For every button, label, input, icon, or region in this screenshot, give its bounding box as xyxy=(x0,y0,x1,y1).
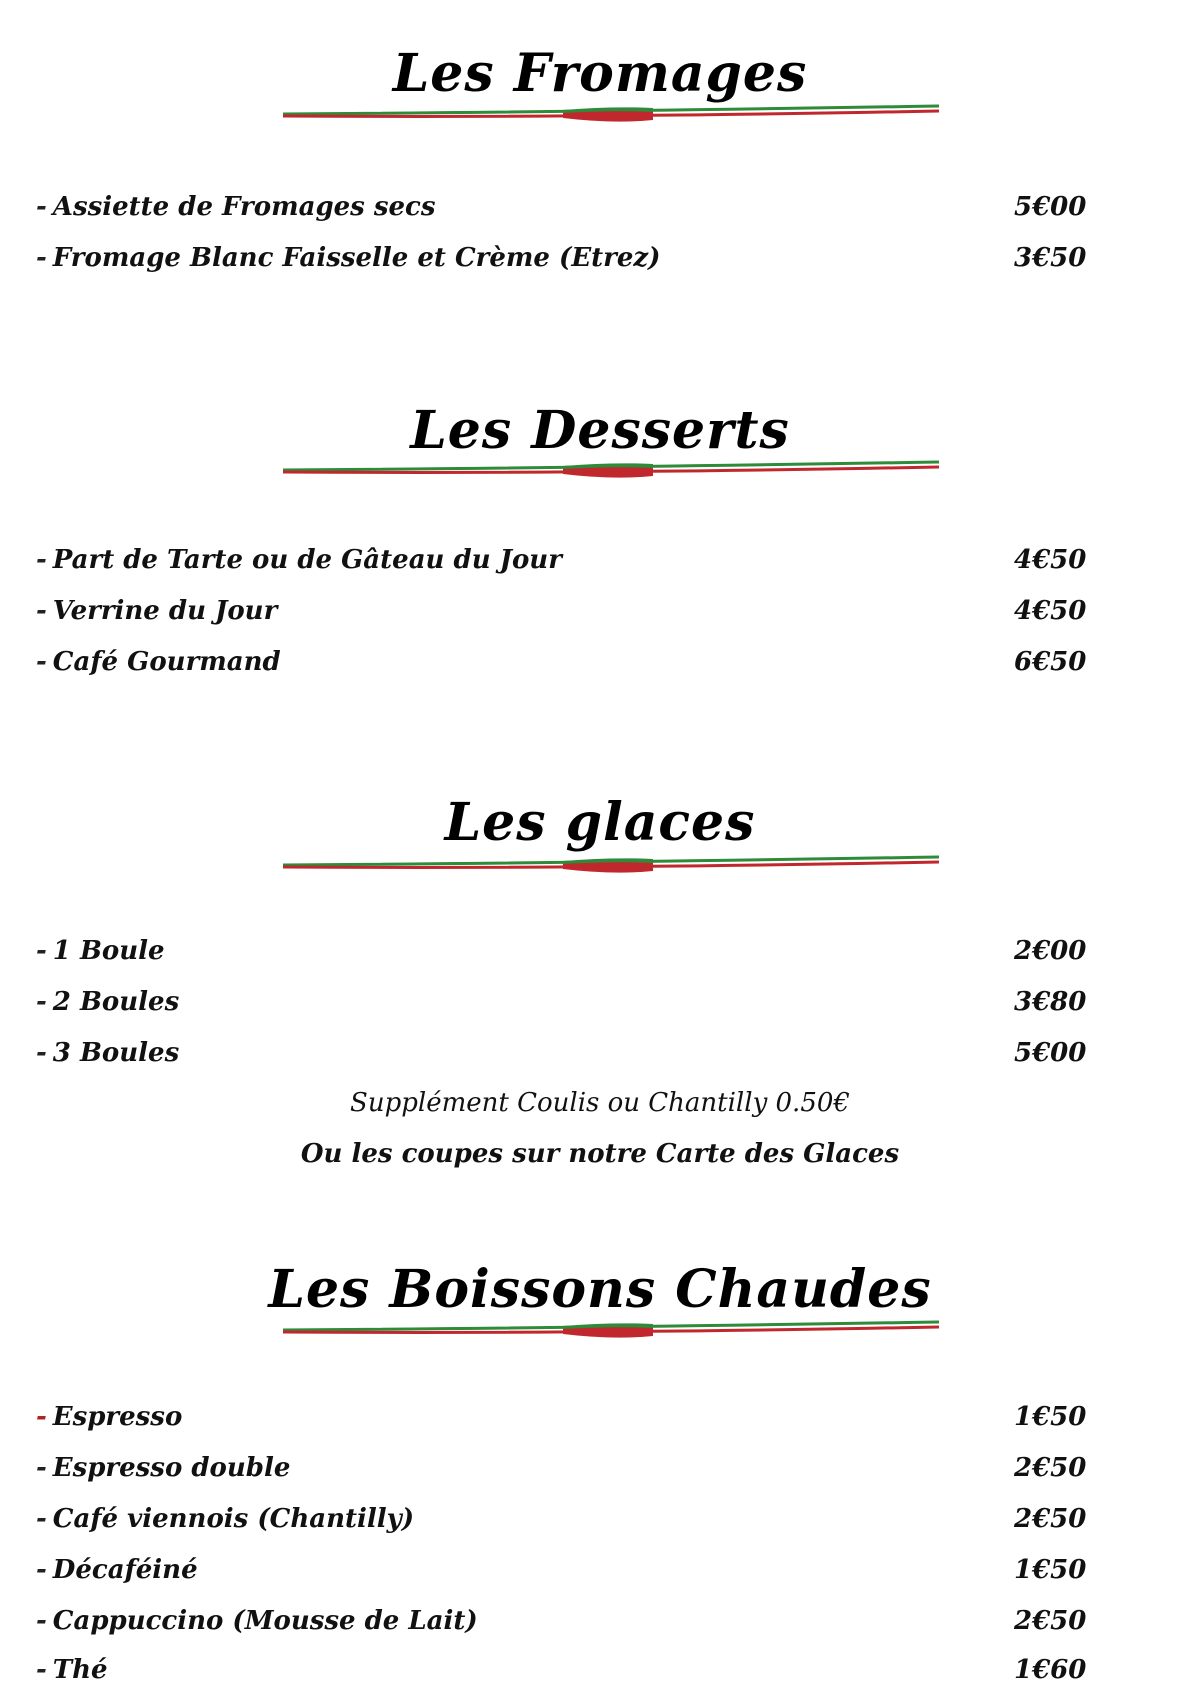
item-dash: - xyxy=(36,243,47,273)
item-price: 2€50 xyxy=(1014,1606,1087,1636)
menu-row xyxy=(36,1397,1096,1437)
item-dash: - xyxy=(36,1504,47,1534)
item-dash: - xyxy=(36,545,47,575)
menu-row xyxy=(36,931,1096,971)
menu-row xyxy=(36,540,1096,580)
item-name: Thé xyxy=(52,1655,108,1685)
item-dash: - xyxy=(36,987,47,1017)
item-dash: - xyxy=(36,647,47,677)
item-price: 1€60 xyxy=(1014,1655,1087,1685)
item-price: 3€50 xyxy=(1014,243,1087,273)
item-price: 1€50 xyxy=(1014,1555,1087,1585)
item-name: Espresso xyxy=(52,1402,183,1432)
item-name: Café viennois (Chantilly) xyxy=(52,1504,415,1534)
coupes-note: Ou les coupes sur notre Carte des Glaces xyxy=(300,1139,900,1169)
italian-flag-divider xyxy=(283,102,939,128)
item-name: Fromage Blanc Faisselle et Crème (Etrez) xyxy=(52,243,661,273)
item-name: Cappuccino (Mousse de Lait) xyxy=(52,1606,478,1636)
item-dash: - xyxy=(36,936,47,966)
item-name: 1 Boule xyxy=(52,936,165,966)
item-name: Décaféiné xyxy=(52,1555,198,1585)
supplement-note: Supplément Coulis ou Chantilly 0.50€ xyxy=(350,1088,850,1118)
item-price: 5€00 xyxy=(1014,1038,1087,1068)
item-dash: - xyxy=(36,1038,47,1068)
menu-row xyxy=(36,1601,1096,1641)
item-dash: - xyxy=(36,192,47,222)
menu-row xyxy=(36,187,1096,227)
menu-row xyxy=(36,642,1096,682)
item-dash: - xyxy=(36,1453,47,1483)
item-name: 2 Boules xyxy=(52,987,180,1017)
item-price: 3€80 xyxy=(1014,987,1087,1017)
menu-row xyxy=(36,1650,1096,1690)
section-title-glaces: Les glaces xyxy=(444,792,756,853)
item-name: Café Gourmand xyxy=(52,647,281,677)
item-dash: - xyxy=(36,1606,47,1636)
italian-flag-divider xyxy=(283,1318,939,1344)
item-name: 3 Boules xyxy=(52,1038,180,1068)
item-price: 4€50 xyxy=(1014,545,1087,575)
item-dash: - xyxy=(36,1402,47,1432)
italian-flag-divider xyxy=(283,458,939,484)
item-price: 2€50 xyxy=(1014,1504,1087,1534)
item-name: Part de Tarte ou de Gâteau du Jour xyxy=(52,545,562,575)
item-price: 2€50 xyxy=(1014,1453,1087,1483)
menu-row xyxy=(36,591,1096,631)
item-price: 6€50 xyxy=(1014,647,1087,677)
menu-row xyxy=(36,238,1096,278)
menu-row xyxy=(36,1448,1096,1488)
menu-row xyxy=(36,1033,1096,1073)
item-price: 4€50 xyxy=(1014,596,1087,626)
section-title-fromages: Les Fromages xyxy=(392,43,808,104)
italian-flag-divider xyxy=(283,853,939,879)
item-name: Verrine du Jour xyxy=(52,596,278,626)
item-dash: - xyxy=(36,1655,47,1685)
menu-row xyxy=(36,1550,1096,1590)
item-name: Espresso double xyxy=(52,1453,291,1483)
item-price: 5€00 xyxy=(1014,192,1087,222)
item-name: Assiette de Fromages secs xyxy=(52,192,436,222)
item-price: 2€00 xyxy=(1014,936,1087,966)
menu-row xyxy=(36,982,1096,1022)
section-title-desserts: Les Desserts xyxy=(410,400,790,461)
section-title-boissons-chaudes: Les Boissons Chaudes xyxy=(268,1259,932,1320)
menu-row xyxy=(36,1499,1096,1539)
item-dash: - xyxy=(36,596,47,626)
item-dash: - xyxy=(36,1555,47,1585)
item-price: 1€50 xyxy=(1014,1402,1087,1432)
